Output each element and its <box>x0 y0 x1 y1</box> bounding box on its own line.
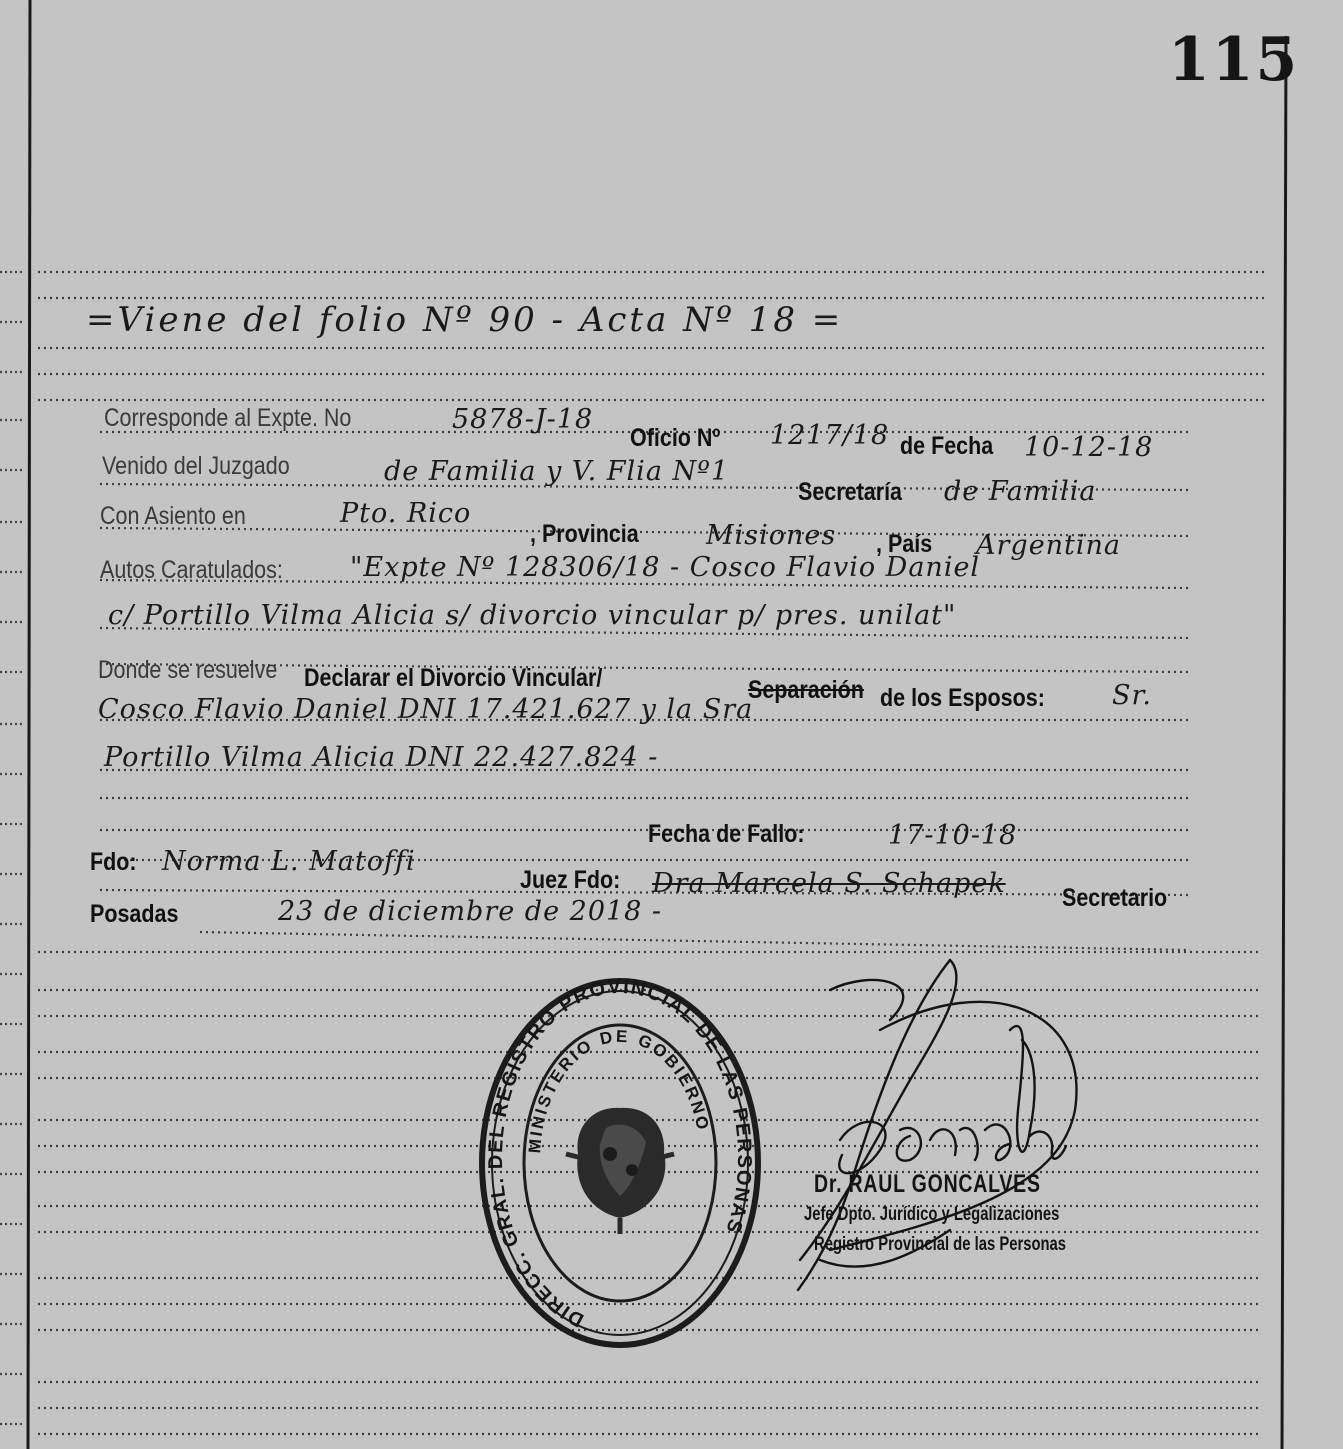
lugar-fecha-value: 23 de diciembre de 2018 - <box>278 896 663 927</box>
pais-value: Argentina <box>976 530 1122 561</box>
oficio-label: Oficio Nº <box>630 424 721 452</box>
asiento-value: Pto. Rico <box>340 498 472 529</box>
fecha-label: de Fecha <box>900 432 994 460</box>
provincia-label: , Provincia <box>530 520 639 548</box>
signatory-title: Jefe Dpto. Jurídico y Legalizaciones <box>804 1204 1060 1225</box>
esposo-prefix: Sr. <box>1112 680 1153 711</box>
esposos-label: de los Esposos: <box>880 684 1045 712</box>
esposo-line: Cosco Flavio Daniel DNI 17.421.627 y la Sra <box>98 694 754 725</box>
separacion-struck: Separación <box>748 676 864 704</box>
signatory-institution: Registro Provincial de las Personas <box>814 1234 1067 1255</box>
provincia-value: Misiones <box>706 520 837 551</box>
autos-value-line2: c/ Portillo Vilma Alicia s/ divorcio vincular p/ pres. unilat" <box>108 600 957 631</box>
signatory-name: Dr. RAUL GONCALVES <box>814 1170 1041 1198</box>
fdo-judge-value: Norma L. Matoffi <box>162 846 416 877</box>
lugar-label: Posadas <box>90 900 179 928</box>
fallo-label: Fecha de Fallo: <box>648 820 805 848</box>
expte-value: 5878-J-18 <box>452 404 594 435</box>
secretary-name-value: Dra Marcela S. Schapek <box>652 868 1006 899</box>
secretaria-label: Secretaría <box>798 478 903 506</box>
autos-value-line1: "Expte Nº 128306/18 - Cosco Flavio Daniel <box>350 552 981 583</box>
secretaria-value: de Familia <box>944 476 1097 507</box>
autos-label: Autos Caratulados: <box>100 556 283 584</box>
secretario-label: Secretario <box>1062 884 1168 912</box>
juez-label: Juez Fdo: <box>520 866 621 894</box>
resuelve-label: Donde se resuelve <box>98 656 278 684</box>
expte-label: Corresponde al Expte. No <box>104 404 352 432</box>
fdo-label: Fdo: <box>90 848 137 876</box>
oficio-value: 1217/18 <box>770 420 890 451</box>
fecha-value: 10-12-18 <box>1024 432 1154 463</box>
page-number: 115 <box>1168 25 1300 95</box>
svg-text:MINISTERIO DE GOBIERNO: MINISTERIO DE GOBIERNO <box>525 1026 713 1154</box>
coat-of-arms-icon <box>566 1108 674 1234</box>
pais-label: , País <box>876 530 933 558</box>
resuelve-decision: Declarar el Divorcio Vincular/ <box>304 664 603 692</box>
asiento-label: Con Asiento en <box>100 502 246 530</box>
esposa-line: Portillo Vilma Alicia DNI 22.427.824 - <box>104 742 659 773</box>
continuation-heading: =Viene del folio Nº 90 - Acta Nº 18 = <box>86 300 844 340</box>
fallo-value: 17-10-18 <box>888 820 1018 851</box>
venido-label: Venido del Juzgado <box>102 452 290 480</box>
official-seal <box>470 978 770 1358</box>
juzgado-value: de Familia y V. Flia Nº1 <box>384 456 729 487</box>
svg-text:DIRECC. GRAL. DEL REGISTRO PRO: DIRECC. GRAL. DEL REGISTRO PROVINCIAL DE LAS PERSONAS <box>484 978 756 1331</box>
